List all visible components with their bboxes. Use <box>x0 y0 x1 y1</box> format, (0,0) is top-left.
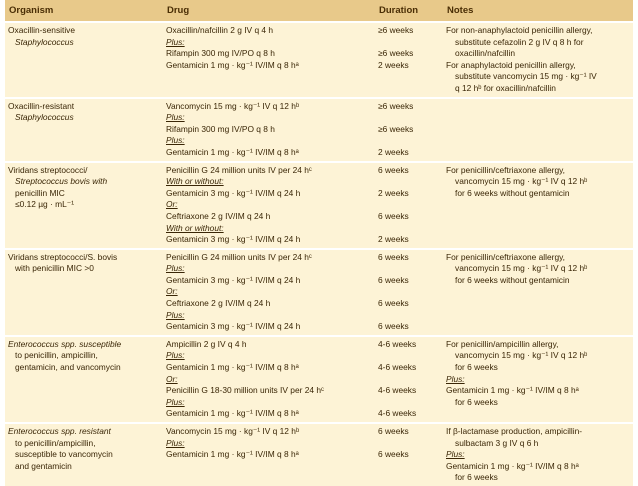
duration-line <box>378 374 440 386</box>
organism-line: Enterococcus spp. susceptible <box>8 338 122 349</box>
drug-line: Gentamicin 3 mg · kg⁻¹ IV/IM q 24 h <box>166 321 301 332</box>
notes-cell <box>443 98 633 162</box>
drug-cell <box>163 249 375 336</box>
organism-line: Viridans streptococci/ <box>8 164 88 175</box>
notes-line: sulbactam 3 g IV q 6 h <box>455 437 539 448</box>
drug-line: Rifampin 300 mg IV/PO q 8 h <box>166 123 275 134</box>
notes-line: substitute cefazolin 2 g IV q 8 h for <box>455 36 584 47</box>
organism-line: Enterococcus spp. resistant <box>8 426 111 436</box>
organism-cell <box>5 98 163 162</box>
organism-cell <box>5 336 163 423</box>
notes-line: for 6 weeks <box>455 396 498 407</box>
drug-line: Oxacillin/nafcillin 2 g IV q 4 h <box>166 25 274 35</box>
organism-line: to penicillin, ampicillin, <box>15 350 98 361</box>
duration-line: 6 weeks <box>378 426 409 436</box>
notes-line: vancomycin 15 mg · kg⁻¹ IV q 12 hᵇ <box>455 350 588 361</box>
duration-line <box>378 223 440 235</box>
drug-line: Vancomycin 15 mg · kg⁻¹ IV q 12 hᵇ <box>166 100 300 111</box>
duration-line <box>378 199 440 211</box>
notes-cell <box>443 423 633 486</box>
duration-line: 6 weeks <box>378 274 409 285</box>
drug-line: Gentamicin 3 mg · kg⁻¹ IV/IM q 24 h <box>166 234 301 245</box>
drug-connector: Plus: <box>166 396 185 407</box>
duration-line: 4-6 weeks <box>378 362 417 373</box>
drug-connector: Plus: <box>166 437 185 448</box>
organism-line: susceptible to vancomycin <box>15 449 113 460</box>
drug-cell <box>163 98 375 162</box>
notes-cell <box>443 249 633 336</box>
duration-line: 4-6 weeks <box>378 385 417 396</box>
drug-line: Gentamicin 1 mg · kg⁻¹ IV/IM q 8 hᵃ <box>166 449 299 460</box>
notes-connector: Plus: <box>446 373 465 384</box>
drug-line: Ceftriaxone 2 g IV/IM q 24 h <box>166 210 271 221</box>
duration-line: 4-6 weeks <box>378 338 417 349</box>
organism-line: Staphylococcus <box>15 112 74 123</box>
drug-line: Gentamicin 1 mg · kg⁻¹ IV/IM q 8 hᵃ <box>166 362 299 373</box>
drug-line: Vancomycin 15 mg · kg⁻¹ IV q 12 hᵇ <box>166 426 300 436</box>
duration-line: 4-6 weeks <box>378 408 417 419</box>
duration-cell <box>375 162 443 249</box>
duration-line <box>378 37 440 49</box>
notes-line: For anaphylactoid penicillin allergy, <box>446 59 576 70</box>
notes-line: for 6 weeks <box>455 472 498 483</box>
notes-line: vancomycin 15 mg · kg⁻¹ IV q 12 hᵇ <box>455 263 588 274</box>
drug-cell <box>163 22 375 98</box>
duration-line: 2 weeks <box>378 146 409 157</box>
endocarditis-treatment-table <box>5 0 633 486</box>
duration-line: 2 weeks <box>378 187 409 198</box>
duration-line: 2 weeks <box>378 59 409 70</box>
organism-line: Viridans streptococci/S. bovis <box>8 251 118 262</box>
duration-line <box>378 263 440 275</box>
drug-cell <box>163 423 375 486</box>
notes-line: If β-lactamase production, ampicillin- <box>446 426 583 436</box>
duration-cell <box>375 98 443 162</box>
notes-line: For penicillin/ampicillin allergy, <box>446 338 559 349</box>
duration-line: 6 weeks <box>378 210 409 221</box>
duration-line: 6 weeks <box>378 164 409 175</box>
organism-cell <box>5 423 163 486</box>
notes-cell <box>443 22 633 98</box>
organism-line: penicillin MIC <box>15 187 65 198</box>
notes-line: For penicillin/ceftriaxone allergy, <box>446 164 566 175</box>
organism-line: and gentamicin <box>15 460 72 471</box>
organism-line: to penicillin/ampicillin, <box>15 437 96 448</box>
drug-line: Gentamicin 3 mg · kg⁻¹ IV/IM q 24 h <box>166 274 301 285</box>
duration-line <box>378 397 440 409</box>
duration-line <box>378 350 440 362</box>
organism-line: Oxacillin-resistant <box>8 100 75 111</box>
notes-line: for 6 weeks without gentamicin <box>455 274 570 285</box>
duration-line <box>378 112 440 124</box>
organism-line: ≤0.12 µg · mL⁻¹ <box>15 199 74 210</box>
drug-line: Gentamicin 1 mg · kg⁻¹ IV/IM q 8 hᵃ <box>166 408 299 419</box>
organism-line: Oxacillin-sensitive <box>8 25 76 35</box>
drug-connector: Plus: <box>166 112 185 123</box>
duration-line: ≥6 weeks <box>378 123 414 134</box>
notes-cell <box>443 336 633 423</box>
table-header-row <box>5 0 633 22</box>
drug-cell <box>163 336 375 423</box>
drug-connector: Plus: <box>166 350 185 361</box>
drug-connector: Or: <box>166 199 178 210</box>
duration-line <box>378 286 440 298</box>
drug-line: Gentamicin 1 mg · kg⁻¹ IV/IM q 8 hᵃ <box>166 59 299 70</box>
header-notes: Notes <box>443 0 633 22</box>
drug-connector: Or: <box>166 286 178 297</box>
drug-connector: Plus: <box>166 309 185 320</box>
drug-connector: Plus: <box>166 135 185 146</box>
duration-line <box>378 438 440 450</box>
notes-line: Gentamicin 1 mg · kg⁻¹ IV/IM q 8 hᵃ <box>446 385 579 396</box>
table-row <box>5 22 633 98</box>
duration-cell <box>375 423 443 486</box>
notes-line: Gentamicin 1 mg · kg⁻¹ IV/IM q 8 hᵃ <box>446 460 579 471</box>
organism-cell <box>5 249 163 336</box>
duration-line: ≥6 weeks <box>378 100 414 111</box>
organism-line: Streptococcus bovis with <box>15 176 108 187</box>
duration-cell <box>375 336 443 423</box>
notes-line: For penicillin/ceftriaxone allergy, <box>446 251 566 262</box>
table-row <box>5 98 633 162</box>
duration-line: ≥6 weeks <box>378 25 414 35</box>
organism-line: with penicillin MIC >0 <box>15 263 94 274</box>
notes-line: vancomycin 15 mg · kg⁻¹ IV q 12 hᵇ <box>455 176 588 187</box>
duration-cell <box>375 249 443 336</box>
duration-cell <box>375 22 443 98</box>
drug-line: Penicillin G 24 million units IV per 24 hᶜ <box>166 251 312 262</box>
duration-line <box>378 135 440 147</box>
notes-line: oxacillin/nafcillin <box>455 48 516 59</box>
organism-line: gentamicin, and vancomycin <box>15 362 121 373</box>
duration-line: ≥6 weeks <box>378 48 414 59</box>
drug-line: Ampicillin 2 g IV q 4 h <box>166 338 247 349</box>
drug-line: Gentamicin 3 mg · kg⁻¹ IV/IM q 24 h <box>166 187 301 198</box>
notes-line: q 12 hᵇ for oxacillin/nafcillin <box>455 82 556 93</box>
drug-connector: Plus: <box>166 263 185 274</box>
notes-line: for 6 weeks <box>455 362 498 373</box>
drug-connector: Or: <box>166 373 178 384</box>
duration-line <box>378 310 440 322</box>
drug-cell <box>163 162 375 249</box>
drug-line: Penicillin G 18-30 million units IV per 24 hᶜ <box>166 385 324 396</box>
organism-line: Staphylococcus <box>15 36 74 47</box>
drug-line: Penicillin G 24 million units IV per 24 hᶜ <box>166 164 312 175</box>
organism-cell <box>5 22 163 98</box>
table-row <box>5 336 633 423</box>
drug-line: Gentamicin 1 mg · kg⁻¹ IV/IM q 8 hᵃ <box>166 146 299 157</box>
table-row <box>5 249 633 336</box>
table-row <box>5 423 633 486</box>
table-row <box>5 162 633 249</box>
drug-connector: Plus: <box>166 36 185 47</box>
duration-line: 6 weeks <box>378 449 409 460</box>
duration-line: 2 weeks <box>378 234 409 245</box>
notes-cell <box>443 162 633 249</box>
notes-line: For non-anaphylactoid penicillin allergy, <box>446 25 593 35</box>
duration-line: 6 weeks <box>378 298 409 309</box>
drug-line: Rifampin 300 mg IV/PO q 8 h <box>166 48 275 59</box>
notes-line: substitute vancomycin 15 mg · kg⁻¹ IV <box>455 71 597 82</box>
notes-line: for 6 weeks without gentamicin <box>455 187 570 198</box>
drug-connector: With or without: <box>166 222 224 233</box>
header-duration: Duration <box>375 0 443 22</box>
header-organism: Organism <box>5 0 163 22</box>
organism-cell <box>5 162 163 249</box>
drug-line: Ceftriaxone 2 g IV/IM q 24 h <box>166 298 271 309</box>
duration-line: 6 weeks <box>378 321 409 332</box>
duration-line: 6 weeks <box>378 251 409 262</box>
drug-connector: With or without: <box>166 176 224 187</box>
header-drug: Drug <box>163 0 375 22</box>
notes-connector: Plus: <box>446 449 465 460</box>
duration-line <box>378 176 440 188</box>
